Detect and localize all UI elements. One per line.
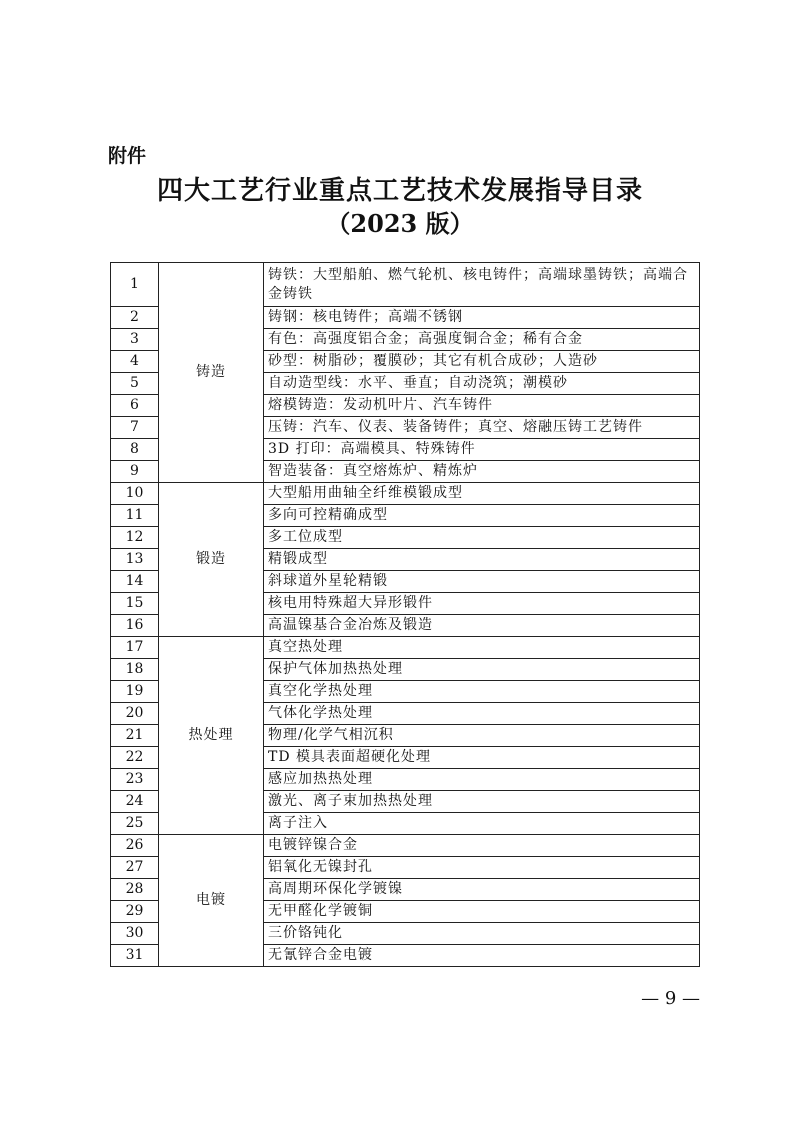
process-catalog-table bbox=[110, 262, 700, 967]
item-number: 30 bbox=[111, 923, 159, 945]
process-item: 无甲醛化学镀铜 bbox=[264, 901, 700, 923]
item-number: 8 bbox=[111, 439, 159, 461]
item-number: 22 bbox=[111, 747, 159, 769]
process-item: 高温镍基合金冶炼及锻造 bbox=[264, 615, 700, 637]
item-number: 28 bbox=[111, 879, 159, 901]
item-number: 24 bbox=[111, 791, 159, 813]
process-item: TD 模具表面超硬化处理 bbox=[264, 747, 700, 769]
process-item: 斜球道外星轮精锻 bbox=[264, 571, 700, 593]
table-row bbox=[111, 483, 700, 505]
process-item: 铸铁：大型船舶、燃气轮机、核电铸件；高端球墨铸铁；高端合金铸铁 bbox=[264, 263, 700, 307]
item-number: 5 bbox=[111, 373, 159, 395]
process-item: 铸钢：核电铸件；高端不锈钢 bbox=[264, 307, 700, 329]
process-item: 电镀锌镍合金 bbox=[264, 835, 700, 857]
process-item: 压铸：汽车、仪表、装备铸件；真空、熔融压铸工艺铸件 bbox=[264, 417, 700, 439]
category-cell: 锻造 bbox=[159, 483, 264, 637]
process-item: 智造装备：真空熔炼炉、精炼炉 bbox=[264, 461, 700, 483]
process-item: 核电用特殊超大异形锻件 bbox=[264, 593, 700, 615]
category-cell: 电镀 bbox=[159, 835, 264, 967]
item-number: 2 bbox=[111, 307, 159, 329]
process-item: 铝氧化无镍封孔 bbox=[264, 857, 700, 879]
item-number: 20 bbox=[111, 703, 159, 725]
item-number: 16 bbox=[111, 615, 159, 637]
item-number: 29 bbox=[111, 901, 159, 923]
process-item: 物理/化学气相沉积 bbox=[264, 725, 700, 747]
process-item: 激光、离子束加热热处理 bbox=[264, 791, 700, 813]
process-item: 自动造型线：水平、垂直；自动浇筑；潮模砂 bbox=[264, 373, 700, 395]
process-item: 真空热处理 bbox=[264, 637, 700, 659]
process-item: 有色：高强度铝合金；高强度铜合金；稀有合金 bbox=[264, 329, 700, 351]
attachment-label: 附件 bbox=[108, 145, 147, 167]
process-item: 多向可控精确成型 bbox=[264, 505, 700, 527]
item-number: 31 bbox=[111, 945, 159, 967]
item-number: 17 bbox=[111, 637, 159, 659]
table-row bbox=[111, 835, 700, 857]
page-number: — 9 — bbox=[641, 988, 700, 1009]
process-item: 高周期环保化学镀镍 bbox=[264, 879, 700, 901]
process-item: 熔模铸造：发动机叶片、汽车铸件 bbox=[264, 395, 700, 417]
process-item: 三价铬钝化 bbox=[264, 923, 700, 945]
process-item: 保护气体加热热处理 bbox=[264, 659, 700, 681]
table-row bbox=[111, 263, 700, 307]
category-cell: 铸造 bbox=[159, 263, 264, 483]
process-item: 无氰锌合金电镀 bbox=[264, 945, 700, 967]
item-number: 6 bbox=[111, 395, 159, 417]
item-number: 11 bbox=[111, 505, 159, 527]
item-number: 4 bbox=[111, 351, 159, 373]
process-item: 气体化学热处理 bbox=[264, 703, 700, 725]
item-number: 3 bbox=[111, 329, 159, 351]
item-number: 26 bbox=[111, 835, 159, 857]
item-number: 15 bbox=[111, 593, 159, 615]
item-number: 19 bbox=[111, 681, 159, 703]
item-number: 25 bbox=[111, 813, 159, 835]
page-title: 四大工艺行业重点工艺技术发展指导目录 bbox=[156, 176, 643, 206]
item-number: 14 bbox=[111, 571, 159, 593]
item-number: 10 bbox=[111, 483, 159, 505]
page-subtitle: （2023 版） bbox=[326, 209, 474, 238]
item-number: 13 bbox=[111, 549, 159, 571]
process-item: 多工位成型 bbox=[264, 527, 700, 549]
item-number: 7 bbox=[111, 417, 159, 439]
item-number: 1 bbox=[111, 263, 159, 307]
process-item: 大型船用曲轴全纤维模锻成型 bbox=[264, 483, 700, 505]
process-item: 感应加热热处理 bbox=[264, 769, 700, 791]
process-item: 真空化学热处理 bbox=[264, 681, 700, 703]
process-item: 3D 打印：高端模具、特殊铸件 bbox=[264, 439, 700, 461]
item-number: 23 bbox=[111, 769, 159, 791]
process-item: 精锻成型 bbox=[264, 549, 700, 571]
catalog-body bbox=[111, 263, 700, 967]
category-cell: 热处理 bbox=[159, 637, 264, 835]
item-number: 12 bbox=[111, 527, 159, 549]
item-number: 18 bbox=[111, 659, 159, 681]
process-item: 砂型：树脂砂；覆膜砂；其它有机合成砂；人造砂 bbox=[264, 351, 700, 373]
table-row bbox=[111, 637, 700, 659]
item-number: 9 bbox=[111, 461, 159, 483]
item-number: 27 bbox=[111, 857, 159, 879]
item-number: 21 bbox=[111, 725, 159, 747]
process-item: 离子注入 bbox=[264, 813, 700, 835]
